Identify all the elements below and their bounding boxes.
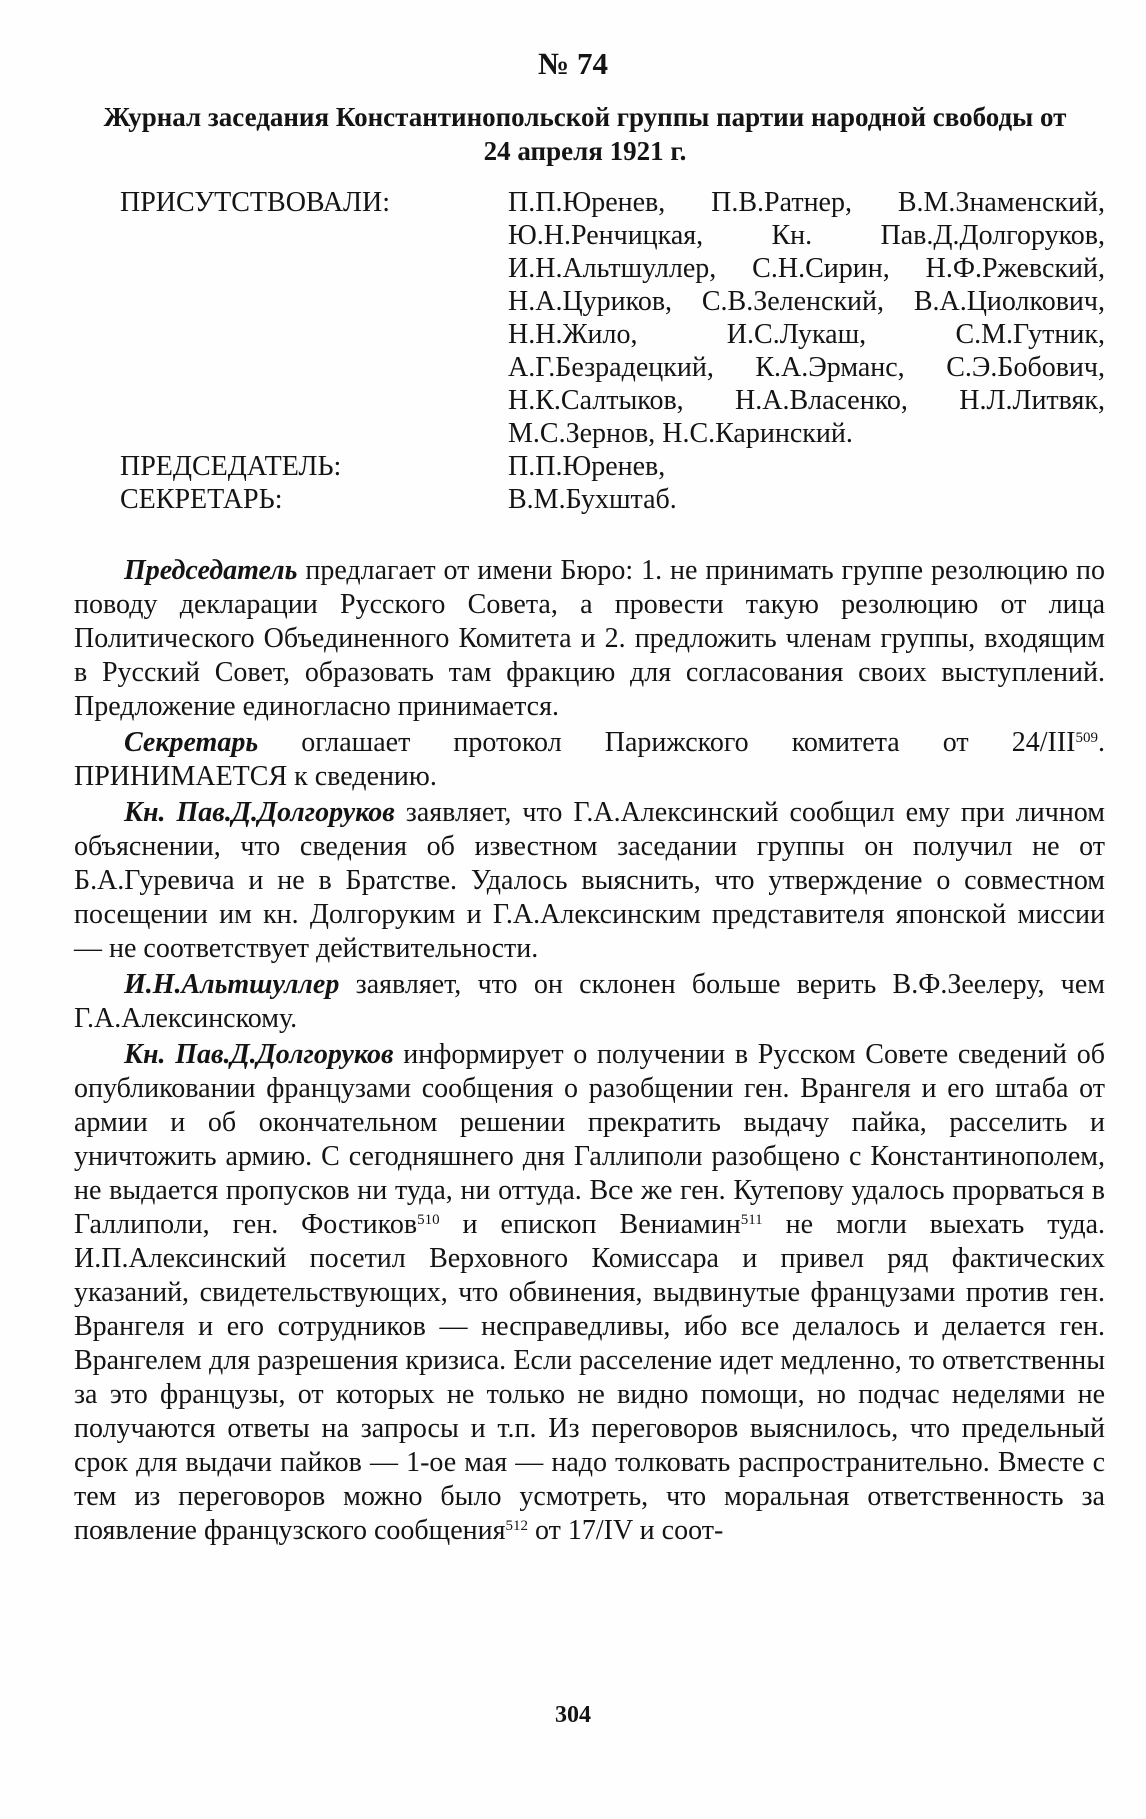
paragraph-text: и епископ Вениамин: [439, 1209, 741, 1240]
speaker-name: Секретарь: [124, 727, 259, 758]
speaker-name: Кн. Пав.Д.Долгоруков: [124, 1039, 394, 1070]
attendance-block: [120, 186, 1105, 516]
chair-label: ПРЕДСЕДАТЕЛЬ:: [120, 451, 342, 482]
paragraph-text: заявляет, что Г.А.Алексинский сообщил ему при личном объяснении, что сведения об известном заседании группы он получил не от Б.А.Гуревича и не в Братстве. Удалось выяснить, что утверждение о совместном посещении им кн. Долгоруким и Г.А.Алексинским представителя японской миссии — не соответствует действительности.: [74, 797, 1105, 964]
paragraph-chairman-proposal: [74, 554, 1105, 724]
speaker-name: Председатель: [124, 555, 298, 586]
paragraph-secretary-report: [74, 726, 1105, 794]
paragraph-altshuller-statement: [74, 968, 1105, 1036]
paragraph-text: . ПРИНИМАЕТСЯ к сведению.: [74, 727, 1105, 792]
minutes-body: [74, 554, 1105, 1548]
footnote-ref: 509: [1075, 730, 1098, 746]
paragraph-text: заявляет, что он склонен больше верить В.Ф.Зеелеру, чем Г.А.Алексинскому.: [74, 969, 1105, 1034]
present-label: ПРИСУТСТВОВАЛИ:: [120, 187, 391, 218]
paragraph-text: предлагает от имени Бюро: 1. не принимать группе резолюцию по поводу декларации Русского Совета, а провести такую резолюцию от лица Политического Объединенного Комитета и 2. предложить членам группы, входящим в Русский Совет, образовать там фракцию для согласования своих выступлений. Предложение единогласно принимается.: [74, 555, 1105, 722]
chair-name: П.П.Юренев,: [508, 451, 666, 482]
speaker-name: И.Н.Альтшуллер: [124, 969, 340, 1000]
footnote-ref: 510: [417, 1212, 440, 1228]
speaker-name: Кн. Пав.Д.Долгоруков: [124, 797, 395, 828]
secretary-row: [120, 483, 1105, 516]
paragraph-text: от 17/IV и соот-: [527, 1515, 724, 1546]
paragraph-text: информирует о получении в Русском Совете сведений об опубликовании французами сообщения о разобщении ген. Врангеля и его штаба от армии и об окончательном решении прекратить выдачу пайка, расселить и уничтожить армию. С сегодняшнего дня Галлиполи разобщено с Константинополем, не выдается пропусков ни туда, ни оттуда. Все же ген. Кутепову удалось прорваться в Галлиполи, ген. Фостиков: [74, 1039, 1105, 1240]
secretary-label: СЕКРЕТАРЬ:: [120, 484, 283, 515]
secretary-name: В.М.Бухштаб.: [508, 484, 677, 515]
paragraph-dolgorukov-statement: [74, 796, 1105, 966]
present-row: [120, 186, 1105, 450]
document-title: Журнал заседания Константинопольской группы партии народной свободы от 24 апреля 1921 г.: [103, 102, 1067, 166]
paragraph-text: оглашает протокол Парижского комитета от 24/III: [258, 727, 1076, 758]
chair-row: [120, 450, 1105, 483]
footnote-ref: 512: [505, 1518, 528, 1534]
document-number: № 74: [538, 46, 608, 81]
paragraph-text: не могли выехать туда. И.П.Алексинский посетил Верховного Комиссара и привел ряд фактических указаний, свидетельствующих, что обвинения, выдвинутые французами против ген. Врангеля и его сотрудников — несправедливы, ибо все делалось и делается ген. Врангелем для разрешения кризиса. Если расселение идет медленно, то ответственны за это французы, от которых не только не видно помощи, но подчас неделями не получаются ответы на запросы и т.п. Из переговоров выяснилось, что предельный срок для выдачи пайков — 1-ое мая — надо толковать распространительно. Вместе с тем из переговоров можно было усмотреть, что моральная ответственность за появление французского сообщения: [74, 1209, 1106, 1546]
paragraph-dolgorukov-report: [74, 1038, 1105, 1548]
footnote-ref: 511: [740, 1212, 763, 1228]
page-number: 304: [555, 1702, 591, 1728]
present-list: П.П.Юренев, П.В.Ратнер, В.М.Знаменский, Ю.Н.Ренчицкая, Кн. Пав.Д.Долгоруков, И.Н.Альтшуллер, С.Н.Сирин, Н.Ф.Ржевский, Н.А.Цуриков, С.В.Зеленский, В.А.Циолкович, Н.Н.Жило, И.С.Лукаш, С.М.Гутник, А.Г.Безрадецкий, К.А.Эрманс, С.Э.Бобович, Н.К.Салтыков, Н.А.Власенко, Н.Л.Литвяк, М.С.Зернов, Н.С.Каринский.: [508, 187, 1105, 449]
